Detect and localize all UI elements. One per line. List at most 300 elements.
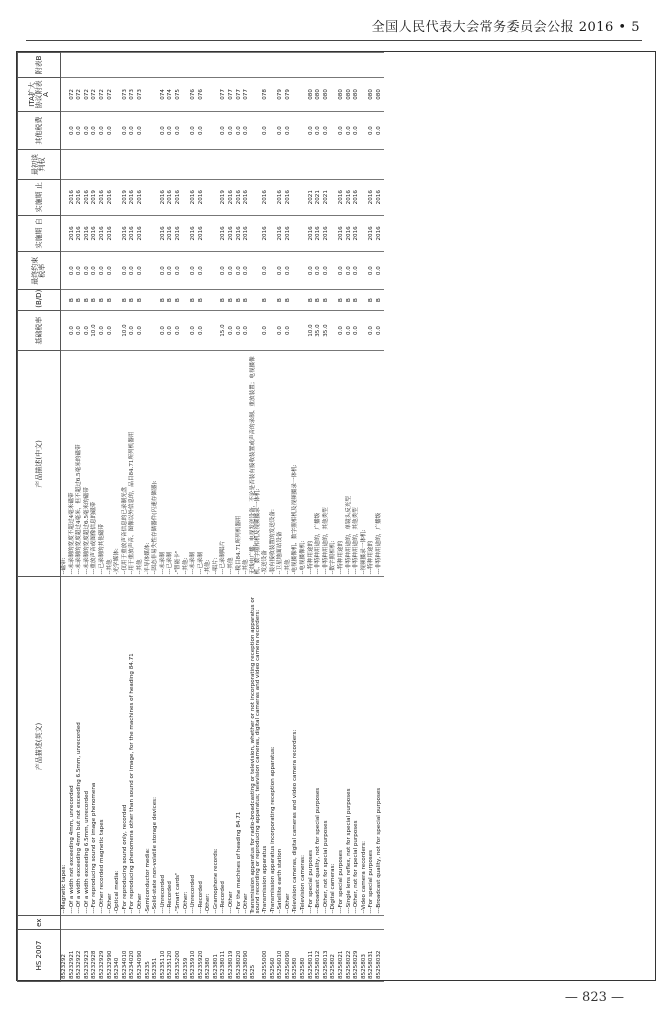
table-cell: B <box>122 290 130 310</box>
table-cell <box>330 290 338 310</box>
table-cell: 0.0 <box>99 111 107 149</box>
table-cell: 85232922 <box>76 930 84 982</box>
table-cell <box>213 179 221 215</box>
table-cell <box>270 916 278 930</box>
table-body <box>61 53 384 982</box>
table-cell: 10.0 <box>91 310 99 351</box>
table-cell: 0.0 <box>175 251 183 289</box>
table-cell: 85238090 <box>243 930 251 982</box>
table-cell: 35.0 <box>323 310 331 351</box>
table-cell: 0.0 <box>376 251 384 289</box>
table-row <box>315 53 323 982</box>
table-cell: 0.0 <box>69 111 77 149</box>
table-cell <box>292 77 300 111</box>
table-cell: 2016 <box>69 215 77 251</box>
table-cell: --磁带: <box>61 351 69 577</box>
table-cell <box>129 53 137 78</box>
table-cell: 0.0 <box>376 111 384 149</box>
table-cell <box>145 150 153 179</box>
table-cell: 0.0 <box>220 111 228 149</box>
table-cell: 0.0 <box>129 251 137 289</box>
table-cell: B <box>338 290 346 310</box>
table-cell: B <box>167 290 175 310</box>
table-cell: -Optical media: <box>114 577 122 916</box>
table-cell <box>353 916 361 930</box>
table-cell: 080 <box>376 77 384 111</box>
table-cell: 85235920 <box>198 930 206 982</box>
table-cell: 2016 <box>220 215 228 251</box>
header-rule <box>26 40 642 41</box>
table-cell: 85234010 <box>122 930 130 982</box>
table-cell <box>338 150 346 179</box>
table-cell: 85258022 <box>346 930 354 982</box>
table-cell: 2016 <box>277 179 285 215</box>
table-cell: 0.0 <box>262 310 270 351</box>
table-cell <box>205 916 213 930</box>
column-header: HS 2007 <box>18 930 61 982</box>
column-header: 实施期 自 <box>18 215 61 251</box>
table-cell <box>183 251 191 289</box>
table-cell <box>61 150 69 179</box>
table-cell: ---Other, not for special purposes <box>353 577 361 916</box>
table-cell: ---Other recorded magnetic tapes <box>99 577 107 916</box>
table-cell: 077 <box>220 77 228 111</box>
table-cell: 2016 <box>346 179 354 215</box>
table-cell <box>270 111 278 149</box>
table-cell: 0.0 <box>69 251 77 289</box>
column-header: (B/D) <box>18 290 61 310</box>
table-cell <box>198 150 206 179</box>
table-cell <box>213 53 221 78</box>
table-cell <box>183 77 191 111</box>
table-cell: 2016 <box>129 179 137 215</box>
table-cell <box>236 916 244 930</box>
table-cell: B <box>228 290 236 310</box>
table-cell <box>107 916 115 930</box>
table-cell <box>213 111 221 149</box>
table-cell: ---已录制唱片 <box>220 351 228 577</box>
table-cell <box>61 179 69 215</box>
table-cell <box>361 111 369 149</box>
table-row <box>91 53 99 982</box>
table-cell: ---For special purposes <box>308 577 316 916</box>
table-cell: 0.0 <box>243 310 251 351</box>
table-cell: 0.0 <box>368 310 376 351</box>
table-cell: --Video camera recorders: <box>361 577 369 916</box>
table-cell <box>368 53 376 78</box>
table-cell: 2016 <box>243 215 251 251</box>
table-cell <box>243 53 251 78</box>
table-cell: 2016 <box>285 215 293 251</box>
table-cell <box>346 916 354 930</box>
table-cell: 0.0 <box>277 251 285 289</box>
table-cell <box>99 916 107 930</box>
table-cell: --For reproducing sound only, recorded <box>122 577 130 916</box>
table-cell <box>107 150 115 179</box>
table-cell <box>262 916 270 930</box>
table-cell: ---特种用途的 <box>338 351 346 577</box>
table-cell: B <box>346 290 354 310</box>
table-cell: 0.0 <box>190 310 198 351</box>
table-row <box>228 53 236 982</box>
table-cell: --固态非易失性存储器件(闪速存储器): <box>152 351 160 577</box>
table-cell <box>145 77 153 111</box>
table-cell <box>270 215 278 251</box>
table-cell <box>198 53 206 78</box>
table-cell <box>300 290 308 310</box>
table-cell: 0.0 <box>84 310 92 351</box>
table-row <box>323 53 331 982</box>
table-cell: --For the machines of heading 84.71 <box>236 577 244 916</box>
table-cell: ---已录制的其他磁带 <box>99 351 107 577</box>
table-cell: 2016 <box>175 179 183 215</box>
table-cell: B <box>84 290 92 310</box>
table-cell: B <box>137 290 145 310</box>
table-row <box>292 53 300 982</box>
table-cell <box>270 53 278 78</box>
table-cell: 0.0 <box>167 251 175 289</box>
table-cell: 2021 <box>315 179 323 215</box>
table-cell <box>91 53 99 78</box>
table-cell <box>183 290 191 310</box>
table-cell: 2016 <box>323 215 331 251</box>
table-cell <box>61 290 69 310</box>
table-cell: ---非特种用途的，单镜头反光型 <box>346 351 354 577</box>
table-cell <box>323 150 331 179</box>
table-cell: 85255000 <box>262 930 270 982</box>
table-cell: B <box>99 290 107 310</box>
table-cell: 077 <box>228 77 236 111</box>
table-cell: 074 <box>160 77 168 111</box>
table-cell <box>292 150 300 179</box>
table-cell: ---Recorded <box>220 577 228 916</box>
table-cell: 0.0 <box>346 251 354 289</box>
table-cell: ---非特种用途的，广播级 <box>315 351 323 577</box>
table-cell <box>251 290 262 310</box>
table-cell: 2016 <box>368 179 376 215</box>
table-cell: 0.0 <box>76 251 84 289</box>
table-cell: 0.0 <box>353 251 361 289</box>
table-cell: ---For reproducing sound or image phenomena <box>91 577 99 916</box>
table-cell <box>277 916 285 930</box>
table-cell: B <box>315 290 323 310</box>
table-cell: ---非特种用途的，其他类型 <box>323 351 331 577</box>
table-cell: 15.0 <box>220 310 228 351</box>
table-cell: 85258012 <box>315 930 323 982</box>
table-cell <box>220 53 228 78</box>
table-cell: 073 <box>129 77 137 111</box>
table-cell <box>292 290 300 310</box>
table-cell <box>190 53 198 78</box>
column-header: 产品描述(英文) <box>18 577 61 916</box>
table-cell: 0.0 <box>220 251 228 289</box>
table-cell: --Magnetic tapes: <box>61 577 69 916</box>
table-row <box>107 53 115 982</box>
table-cell <box>251 916 262 930</box>
table-header-row <box>18 53 61 982</box>
table-cell: 2016 <box>353 179 361 215</box>
table-cell <box>292 215 300 251</box>
table-cell: 85232921 <box>69 930 77 982</box>
table-cell: ---已录制 <box>198 351 206 577</box>
table-row <box>236 53 244 982</box>
table-row <box>129 53 137 982</box>
table-cell: -装有接收装置的发送设备: <box>270 351 278 577</box>
table-cell <box>190 916 198 930</box>
table-cell: --其他 <box>137 351 145 577</box>
table-cell <box>346 150 354 179</box>
table-cell <box>361 77 369 111</box>
table-cell <box>368 150 376 179</box>
table-cell: 8525 <box>251 930 262 982</box>
table-cell: 2016 <box>353 215 361 251</box>
table-cell: 0.0 <box>175 310 183 351</box>
table-cell: ---Other, not for special purposes <box>323 577 331 916</box>
table-cell <box>183 111 191 149</box>
column-header: 其他税费 <box>18 111 61 149</box>
table-cell: B <box>323 290 331 310</box>
table-cell: ---Recorded <box>198 577 206 916</box>
table-cell <box>213 310 221 351</box>
table-cell <box>300 150 308 179</box>
table-cell <box>167 150 175 179</box>
table-cell: B <box>243 290 251 310</box>
table-cell <box>300 77 308 111</box>
table-row <box>152 53 160 982</box>
table-cell: ---未录制 <box>160 351 168 577</box>
table-cell <box>277 150 285 179</box>
table-cell: 076 <box>190 77 198 111</box>
table-cell <box>114 53 122 78</box>
table-cell: 080 <box>346 77 354 111</box>
table-row <box>338 53 346 982</box>
table-cell <box>330 310 338 351</box>
table-row <box>376 53 384 982</box>
table-cell: 85258013 <box>323 930 331 982</box>
table-cell <box>175 150 183 179</box>
table-cell: 0.0 <box>236 310 244 351</box>
table-cell <box>376 916 384 930</box>
table-cell <box>361 53 369 78</box>
table-row <box>145 53 153 982</box>
table-cell: 0.0 <box>76 111 84 149</box>
table-cell <box>61 310 69 351</box>
table-cell: 0.0 <box>122 111 130 149</box>
table-cell: 0.0 <box>285 310 293 351</box>
table-cell: 072 <box>69 77 77 111</box>
table-cell: --其他 <box>243 351 251 577</box>
table-cell: 0.0 <box>277 310 285 351</box>
table-cell: 0.0 <box>137 310 145 351</box>
table-cell <box>300 916 308 930</box>
table-cell: 2016 <box>99 215 107 251</box>
table-cell <box>145 290 153 310</box>
table-row <box>167 53 175 982</box>
table-cell <box>323 53 331 78</box>
table-cell <box>300 53 308 78</box>
table-cell: 2016 <box>84 179 92 215</box>
table-cell <box>251 111 262 149</box>
table-cell: 2016 <box>338 179 346 215</box>
table-cell: 2016 <box>228 215 236 251</box>
table-cell <box>361 251 369 289</box>
table-cell: 0.0 <box>129 310 137 351</box>
table-cell: 0.0 <box>285 111 293 149</box>
table-cell <box>228 916 236 930</box>
table-cell <box>91 916 99 930</box>
table-cell: --Other <box>285 577 293 916</box>
table-cell: 85232923 <box>84 930 92 982</box>
table-cell: 080 <box>353 77 361 111</box>
table-cell: 0.0 <box>228 251 236 289</box>
table-cell: 852560 <box>270 930 278 982</box>
table-cell: 0.0 <box>277 111 285 149</box>
table-cell: 2016 <box>91 215 99 251</box>
table-cell: 2016 <box>243 179 251 215</box>
table-cell <box>122 53 130 78</box>
table-cell <box>213 290 221 310</box>
table-cell: B <box>262 290 270 310</box>
table-cell <box>330 916 338 930</box>
table-cell <box>152 290 160 310</box>
table-row <box>183 53 191 982</box>
table-cell <box>330 53 338 78</box>
table-cell: 8523801 <box>213 930 221 982</box>
table-cell: ---未录制 <box>190 351 198 577</box>
table-cell: ---Other <box>228 577 236 916</box>
table-cell <box>353 53 361 78</box>
table-cell: 2016 <box>285 179 293 215</box>
table-cell <box>183 310 191 351</box>
table-cell: 85235910 <box>190 930 198 982</box>
table-cell: 2016 <box>167 215 175 251</box>
table-cell: 0.0 <box>129 111 137 149</box>
table-cell: 0.0 <box>190 111 198 149</box>
table-cell: 2016 <box>160 215 168 251</box>
table-cell <box>308 53 316 78</box>
table-cell: 8525802 <box>330 930 338 982</box>
table-cell: 2019 <box>91 179 99 215</box>
table-cell <box>243 916 251 930</box>
table-cell <box>84 53 92 78</box>
table-cell: 85256010 <box>277 930 285 982</box>
table-cell: 85258021 <box>338 930 346 982</box>
table-row <box>361 53 369 982</box>
table-cell <box>213 150 221 179</box>
table-cell <box>152 310 160 351</box>
table-cell: B <box>160 290 168 310</box>
table-cell: 2016 <box>198 179 206 215</box>
table-cell <box>61 111 69 149</box>
table-cell: 0.0 <box>353 310 361 351</box>
table-cell: B <box>353 290 361 310</box>
table-cell: 0.0 <box>198 251 206 289</box>
table-cell <box>270 77 278 111</box>
table-cell: 0.0 <box>346 111 354 149</box>
table-cell: -Television cameras, digital cameras and video camera recorders: <box>292 577 300 916</box>
table-cell: B <box>107 290 115 310</box>
table-cell: ---Broadcast quality, not for special purposes <box>376 577 384 916</box>
table-cell: 2016 <box>107 215 115 251</box>
table-cell <box>270 251 278 289</box>
table-cell: -Other: <box>205 577 213 916</box>
table-cell <box>114 77 122 111</box>
table-cell: 85235 <box>145 930 153 982</box>
table-cell: 0.0 <box>236 251 244 289</box>
table-cell <box>205 310 213 351</box>
table-cell <box>152 251 160 289</box>
table-cell: 2016 <box>228 179 236 215</box>
table-cell: 2016 <box>175 215 183 251</box>
table-cell <box>376 150 384 179</box>
table-cell: -"Smart cards" <box>175 577 183 916</box>
table-cell <box>205 215 213 251</box>
table-cell: 2016 <box>122 215 130 251</box>
table-cell: -Transmission apparatus <box>262 577 270 916</box>
table-cell <box>251 53 262 78</box>
table-cell: --Television cameras: <box>300 577 308 916</box>
table-cell: Transmission apparatus for radio-broadcasting or television, whether or not incorporating reception apparatus or sound recording or reproducing apparatus; television cameras, digital cameras and video camera recorders: <box>251 577 262 916</box>
table-cell: --其他 <box>285 351 293 577</box>
table-cell <box>300 111 308 149</box>
table-cell <box>183 53 191 78</box>
table-cell <box>285 916 293 930</box>
table-cell <box>167 53 175 78</box>
table-cell <box>183 916 191 930</box>
table-cell: --税目84.71所列机器用 <box>236 351 244 577</box>
table-row <box>330 53 338 982</box>
table-cell <box>114 310 122 351</box>
table-cell <box>213 251 221 289</box>
table-cell <box>152 77 160 111</box>
table-cell: 85256090 <box>285 930 293 982</box>
table-cell: 0.0 <box>160 251 168 289</box>
table-cell: 85258029 <box>353 930 361 982</box>
table-cell: 079 <box>285 77 293 111</box>
table-cell <box>228 53 236 78</box>
table-cell <box>129 150 137 179</box>
table-row <box>213 53 221 982</box>
table-cell <box>205 150 213 179</box>
table-cell: -半导体媒体: <box>145 351 153 577</box>
table-row <box>175 53 183 982</box>
table-cell <box>251 215 262 251</box>
table-cell <box>346 53 354 78</box>
table-cell <box>361 310 369 351</box>
table-cell: 0.0 <box>262 111 270 149</box>
table-cell: --Digital cameras: <box>330 577 338 916</box>
table-cell: B <box>76 290 84 310</box>
table-cell: 0.0 <box>99 310 107 351</box>
table-cell <box>270 179 278 215</box>
table-cell: 2019 <box>122 179 130 215</box>
table-cell: 85235200 <box>175 930 183 982</box>
table-cell: ---未录制的宽度超过6.5毫米的磁带 <box>84 351 92 577</box>
table-cell: --Other: <box>183 577 191 916</box>
table-cell <box>152 179 160 215</box>
table-cell <box>61 53 69 78</box>
table-cell: 0.0 <box>122 251 130 289</box>
table-cell <box>152 53 160 78</box>
table-cell: 072 <box>107 77 115 111</box>
table-cell <box>330 77 338 111</box>
table-cell: 85258032 <box>376 930 384 982</box>
table-cell: 0.0 <box>243 251 251 289</box>
table-cell: B <box>175 290 183 310</box>
table-cell <box>315 150 323 179</box>
table-cell: 0.0 <box>338 251 346 289</box>
table-cell <box>84 916 92 930</box>
